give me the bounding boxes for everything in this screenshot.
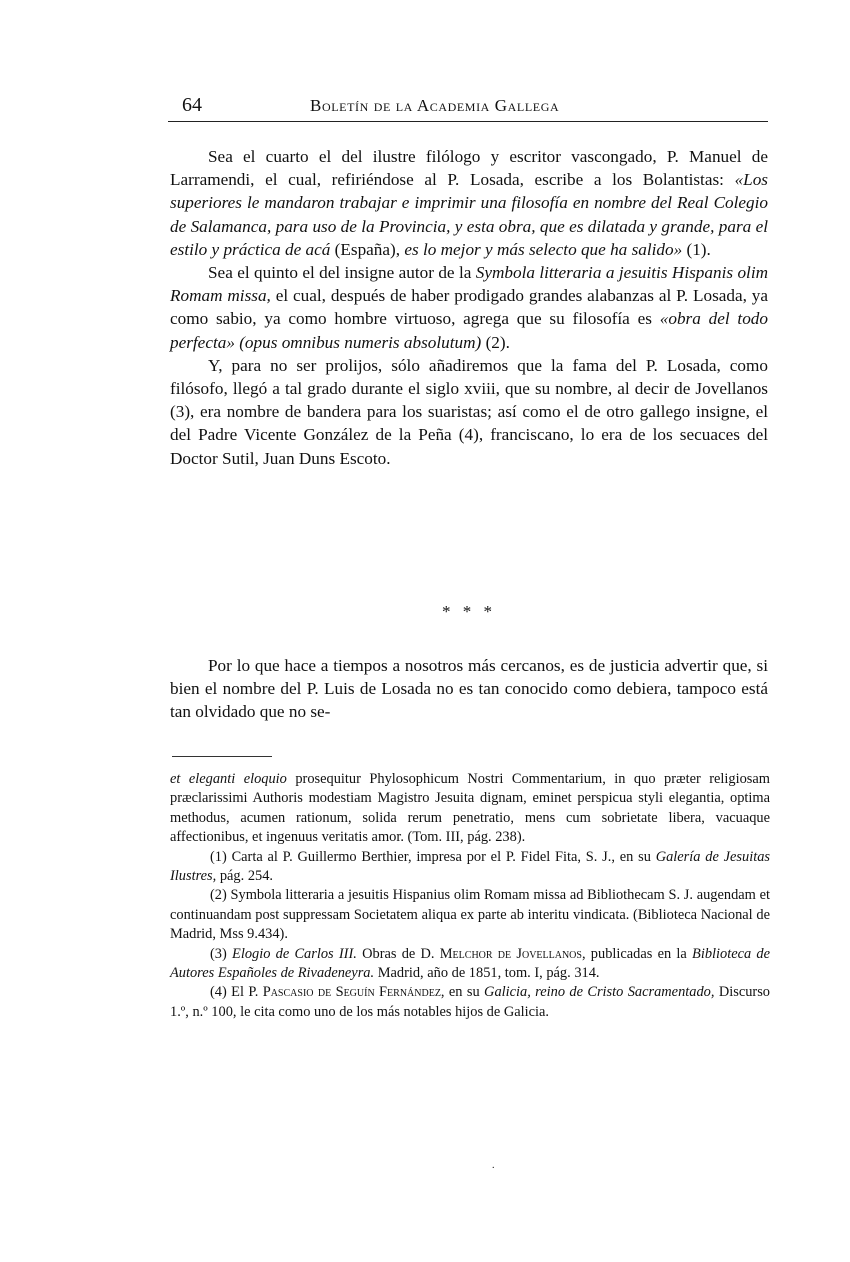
page-number: 64 (182, 94, 202, 116)
text-run: el cual, después de haber prodigado grandes alabanzas al P. Losada, ya como sabio, ya como hombre virtuoso, agrega que su filosofía es (170, 286, 769, 329)
italic-title: Biblioteca de Autores Españoles de Rivadeneyra. (170, 945, 770, 982)
text-run: prosequitur Phylosophicum Nostri Commentarium, in quo præter religiosam præclarissimi Authoris modestiam Magistro Jesuita dignam, eminet perspicua styli elegantia, optima methodus, acumen rationum, solida rerum penetratio, mens cum sobrietate libera, vacuaque affectionibus, et ingenuus veritatis amor. (Tom. III, pág. 238). (170, 771, 770, 846)
text-run: (4) El P. (210, 984, 263, 1001)
header-rule (168, 121, 768, 122)
italic-title: Symbola litteraria a jesuitis Hispanis olim Romam missa, (170, 263, 769, 306)
running-head: Boletín de la Academia Gallega (310, 96, 560, 115)
footnote-continuation (170, 770, 770, 848)
text-run: (2). (481, 332, 510, 352)
text-run: (3) (210, 945, 233, 962)
text-run: (España), (330, 239, 405, 259)
text-run: en su (444, 984, 485, 1001)
text-run: publicadas en la (585, 945, 693, 962)
body-text-continued (170, 654, 768, 724)
text-run: Sea el quinto el del insigne autor de la (208, 263, 476, 283)
page-header (168, 94, 768, 124)
paragraph-larramendi (170, 145, 768, 261)
italic-quote: «Los superiores le mandaron trabajar e imprimir una filosofía en nombre del Real Colegio de Salamanca, para uso de la Provincia, y esta obra, que es dilatada y grande, para el estilo y práctica de acá (170, 170, 768, 259)
footnote-1 (170, 848, 770, 887)
print-mark: . (492, 1160, 495, 1171)
italic-quote: «obra del todo perfecta» (opus omnibus numeris absolutum) (170, 309, 768, 352)
footnote-rule (172, 756, 272, 757)
footnote-2: (2) Symbola litteraria a jesuitis Hispanius olim Romam missa ad Bibliothecam S. J. augendam et continuandam post suppressam Societatem aliqua ex parte ab interitu vindicata. (Biblioteca Nacional de Madrid, Mss 9.434). (170, 887, 770, 943)
small-caps-name: Pascasio de Seguín Fernández, (262, 984, 445, 1001)
paragraph-symbola (170, 261, 768, 354)
footnotes (170, 770, 770, 1022)
text-run: Discurso 1.º, n.º 100, le cita como uno de los más notables hijos de Galicia. (170, 984, 770, 1020)
section-separator: * * * (442, 602, 496, 621)
body-text (170, 145, 768, 470)
italic-title: Galicia, reino de Cristo Sacramentado, (484, 984, 715, 1001)
italic-quote: es lo mejor y más selecto que ha salido» (404, 239, 683, 259)
text-run: Madrid, año de 1851, tom. I, pág. 314. (374, 965, 600, 982)
text-run: Obras de D. (356, 945, 440, 962)
italic-title: Galería de Jesuitas Ilustres, (170, 848, 770, 885)
text-run: (1) Carta al P. Guillermo Berthier, impresa por el P. Fidel Fita, S. J., en su (210, 848, 656, 865)
text-run: (1). (682, 239, 711, 259)
text-run: pág. 254. (216, 868, 274, 885)
text-run: Sea el cuarto el del ilustre filólogo y escritor vascongado, P. Manuel de Larramendi, el cual, refiriéndose al P. Losada, escribe a los Bolantistas: (170, 147, 768, 190)
footnote-4 (170, 983, 770, 1022)
italic-text: et eleganti eloquio (170, 771, 287, 787)
italic-title: Elogio de Carlos III. (232, 945, 357, 962)
paragraph-tiempos: Por lo que hace a tiempos a nosotros más cercanos, es de justicia advertir que, si bien el nombre del P. Luis de Losada no es tan conocido como debiera, tampoco está tan olvidado que no se- (170, 656, 768, 722)
footnote-3 (170, 945, 770, 984)
paragraph-fama: Y, para no ser prolijos, sólo añadiremos que la fama del P. Losada, como filósofo, llegó a tal grado durante el siglo xviii, que su nombre, al decir de Jovellanos (3), era nombre de bandera para los suaristas; así como el de otro gallego insigne, el del Padre Vicente González de la Peña (4), franciscano, lo era de los secuaces del Doctor Sutil, Juan Duns Escoto. (170, 355, 768, 468)
small-caps-name: Melchor de Jovellanos, (439, 945, 586, 962)
